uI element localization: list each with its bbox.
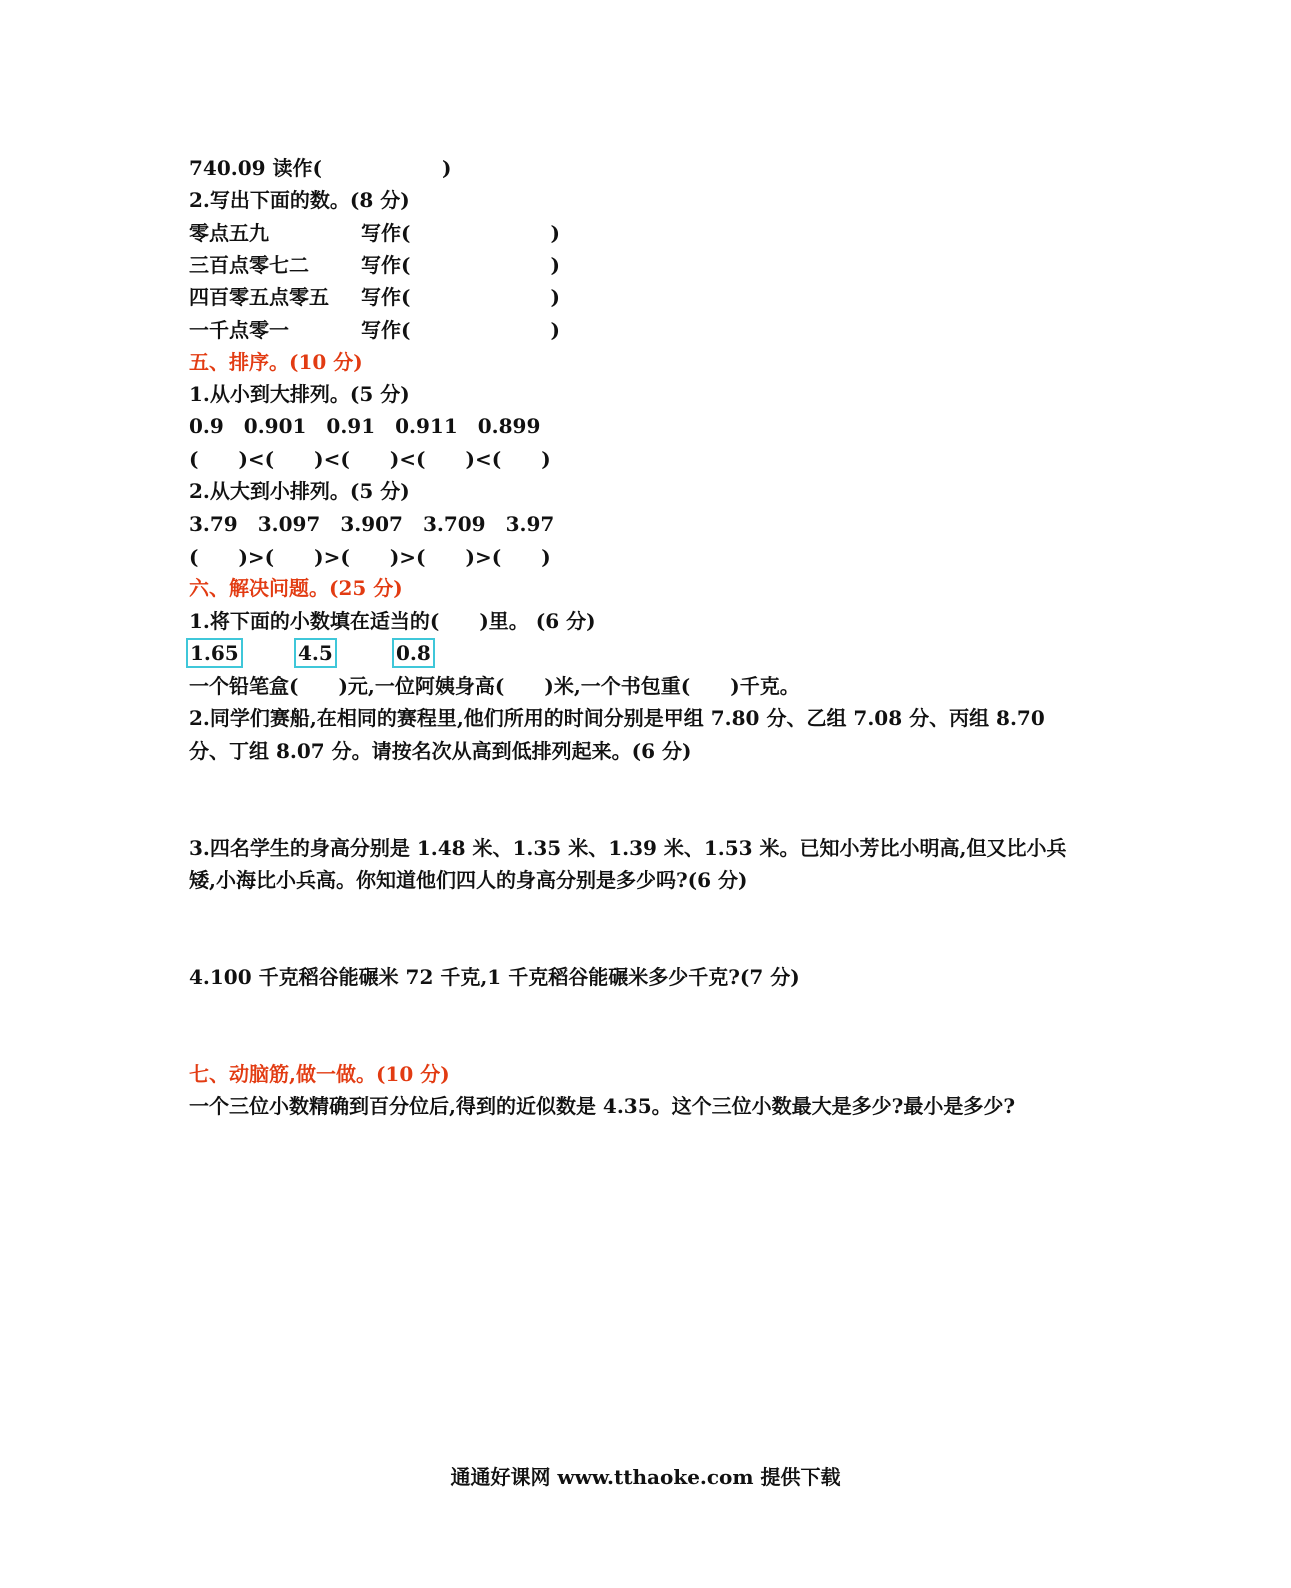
s6-q2-line1: 2.同学们赛船,在相同的赛程里,他们所用的时间分别是甲组 7.80 分、乙组 7.08 分、丙组 8.70 [189,706,1045,730]
s6-q3-line2: 矮,小海比小兵高。你知道他们四人的身高分别是多少吗?(6 分) [189,868,748,892]
q2-row-words: 零点五九 [189,221,269,245]
s5-part2-title: 2.从大到小排列。(5 分) [189,479,410,503]
s6-q1-sentence: 一个铅笔盒( )元,一位阿姨身高( )米,一个书包重( )千克。 [189,674,800,698]
q2-row-prompt: 写作( ) [361,253,560,277]
choice-box: 1.65 [186,638,243,668]
q2-row-words: 四百零五点零五 [189,285,329,309]
s6-q4: 4.100 千克稻谷能碾米 72 千克,1 千克稻谷能碾米多少千克?(7 分) [189,965,800,989]
s5-part1-title: 1.从小到大排列。(5 分) [189,382,410,406]
s7-text: 一个三位小数精确到百分位后,得到的近似数是 4.35。这个三位小数最大是多少?最小是多少? [189,1094,1016,1118]
q2-row-words: 三百点零七二 [189,253,309,277]
section-7-heading: 七、动脑筋,做一做。(10 分) [189,1062,450,1086]
q1-last-item: 740.09 读作( ) [189,156,452,180]
s6-q1-title: 1.将下面的小数填在适当的( )里。 (6 分) [189,609,596,633]
q2-row-prompt: 写作( ) [361,318,560,342]
q2-row-prompt: 写作( ) [361,221,560,245]
section-6-heading: 六、解决问题。(25 分) [189,576,403,600]
s5-part1-numbers: 0.9 0.901 0.91 0.911 0.899 [189,414,541,438]
s5-part1-blanks: ( )<( )<( )<( )<( ) [189,447,551,471]
s6-q2-line2: 分、丁组 8.07 分。请按名次从高到低排列起来。(6 分) [189,739,692,763]
choice-box: 4.5 [294,638,337,668]
footer-credit: 通通好课网 www.tthaoke.com 提供下载 [450,1465,841,1489]
choice-box: 0.8 [392,638,435,668]
q2-row-prompt: 写作( ) [361,285,560,309]
s5-part2-blanks: ( )>( )>( )>( )>( ) [189,545,551,569]
s5-part2-numbers: 3.79 3.097 3.907 3.709 3.97 [189,512,555,536]
section-5-heading: 五、排序。(10 分) [189,350,363,374]
q2-title: 2.写出下面的数。(8 分) [189,188,410,212]
s6-q3-line1: 3.四名学生的身高分别是 1.48 米、1.35 米、1.39 米、1.53 米。已知小芳比小明高,但又比小兵 [189,836,1067,860]
q2-row-words: 一千点零一 [189,318,289,342]
